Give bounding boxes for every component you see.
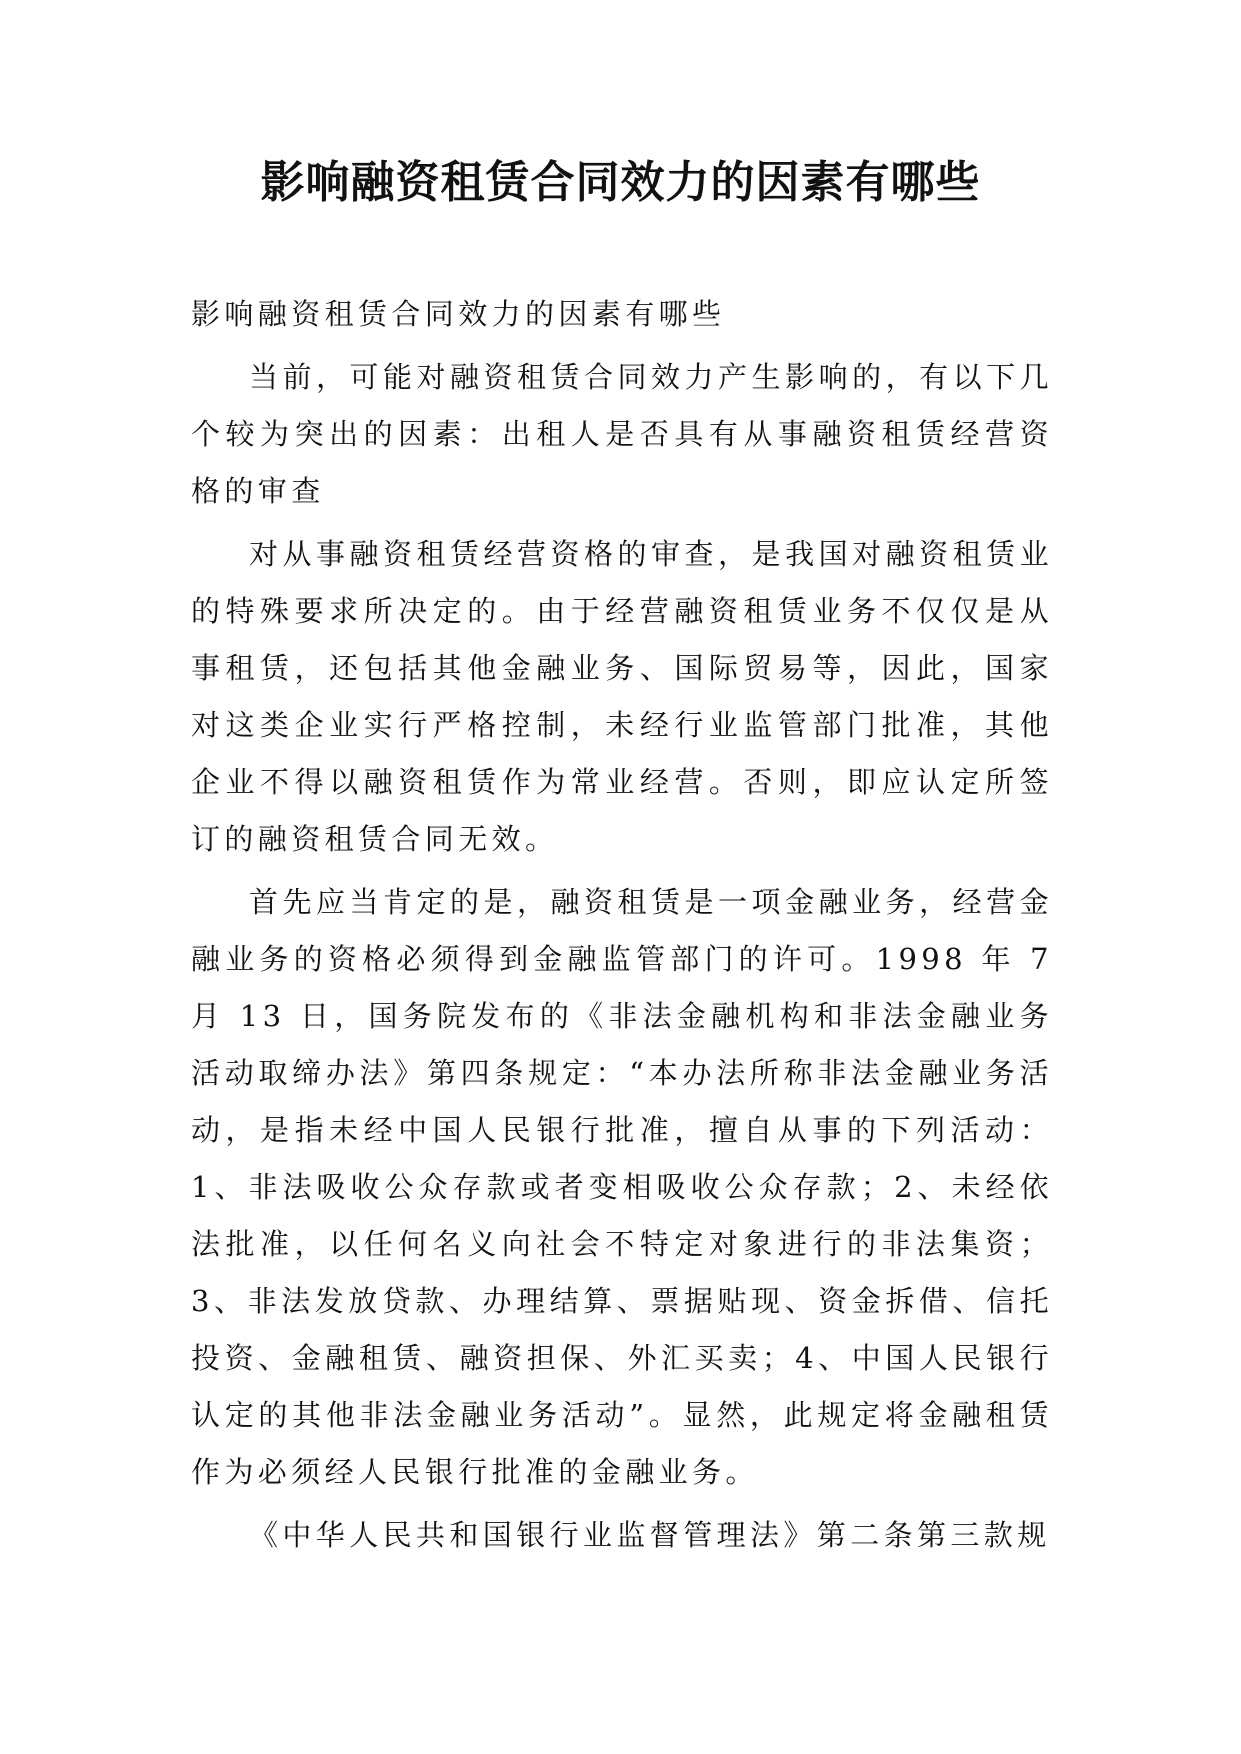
paragraph-3: 首先应当肯定的是，融资租赁是一项金融业务，经营金融业务的资格必须得到金融监管部门的许可。1998 年 7 月 13 日，国务院发布的《非法金融机构和非法金融业务活动取缔办法》第四条规定：“本办法所称非法金融业务活动，是指未经中国人民银行批准，擅自从事的下列活动：1、非法吸收公众存款或者变相吸收公众存款；2、未经依法批准，以任何名义向社会不特定对象进行的非法集资；3、非法发放贷款、办理结算、票据贴现、资金拆借、信托投资、金融租赁、融资担保、外汇买卖；4、中国人民银行认定的其他非法金融业务活动”。显然，此规定将金融租赁作为必须经人民银行批准的金融业务。 xyxy=(191,885,1053,1489)
document-subtitle-paragraph: 影响融资租赁合同效力的因素有哪些 xyxy=(191,297,726,331)
document-title: 影响融资租赁合同效力的因素有哪些 xyxy=(260,157,981,208)
paragraph-2: 对从事融资租赁经营资格的审查，是我国对融资租赁业的特殊要求所决定的。由于经营融资租赁业务不仅仅是从事租赁，还包括其他金融业务、国际贸易等，因此，国家对这类企业实行严格控制，未经行业监管部门批准，其他企业不得以融资租赁作为常业经营。否则，即应认定所签订的融资租赁合同无效。 xyxy=(191,537,1053,856)
paragraph-1: 当前，可能对融资租赁合同效力产生影响的，有以下几个较为突出的因素：出租人是否具有从事融资租赁经营资格的审查 xyxy=(191,360,1053,508)
document-body xyxy=(191,286,1053,1564)
paragraph-4: 《中华人民共和国银行业监督管理法》第二条第三款规 xyxy=(249,1518,1051,1552)
